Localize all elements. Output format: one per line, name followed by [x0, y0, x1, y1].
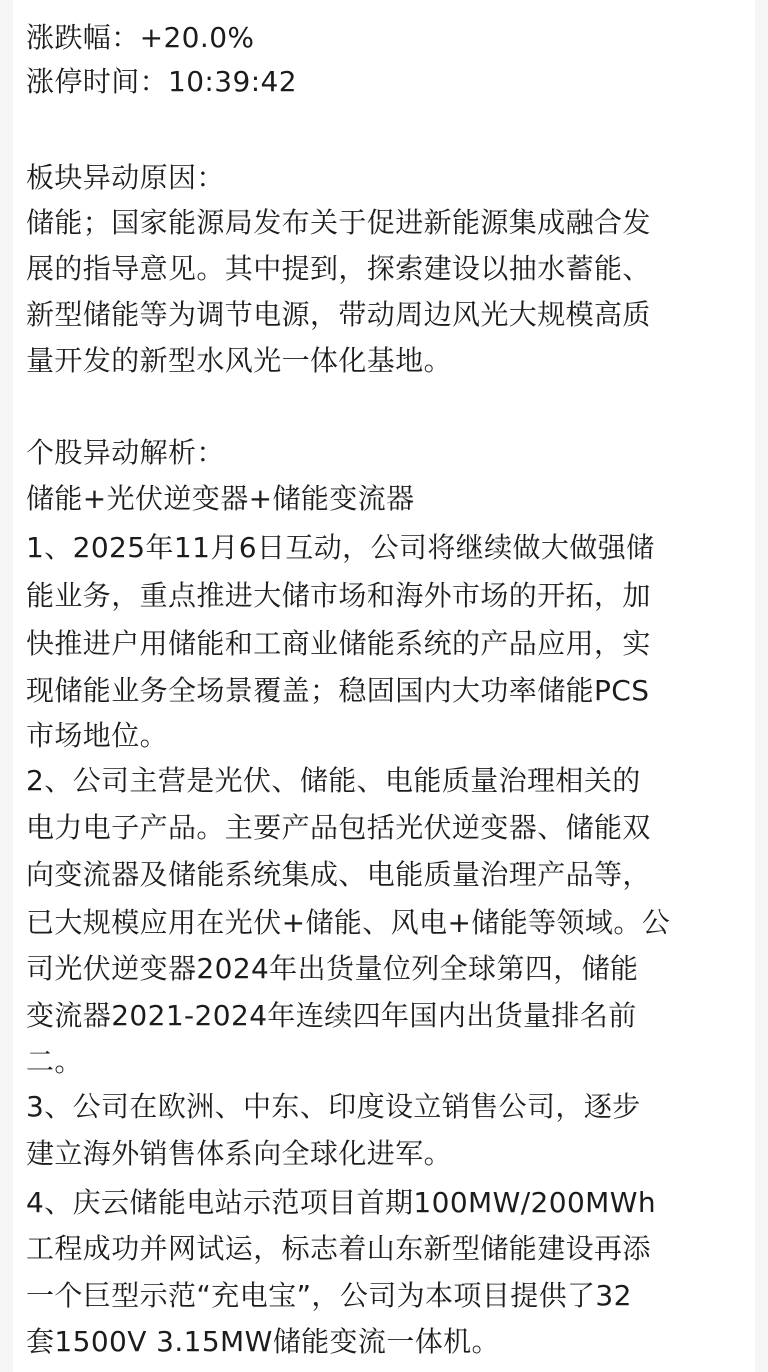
text-line: 向变流器及储能系统集成、电能质量治理产品等，: [26, 858, 651, 891]
text-line: 展的指导意见。其中提到，探索建设以抽水蓄能、: [26, 252, 651, 285]
text-line: 变流器2021-2024年连续四年国内出货量排名前: [26, 999, 637, 1032]
text-line: 3、公司在欧洲、中东、印度设立销售公司，逐步: [26, 1090, 641, 1123]
text-line: 工程成功并网试运，标志着山东新型储能建设再添: [26, 1232, 651, 1265]
text-line: 快推进户用储能和工商业储能系统的产品应用，实: [26, 627, 651, 660]
text-line: 2、公司主营是光伏、储能、电能质量治理相关的: [26, 764, 641, 797]
text-line: 能业务，重点推进大储市场和海外市场的开拓，加: [26, 579, 651, 612]
limit-time-line: 涨停时间：10:39:42: [26, 65, 297, 98]
text-line: 二。: [26, 1045, 83, 1078]
text-line: 现储能业务全场景覆盖；稳固国内大功率储能PCS: [26, 674, 650, 707]
text-line: 套1500V 3.15MW储能变流一体机。: [26, 1325, 500, 1358]
text-line: 市场地位。: [26, 719, 169, 752]
text-line: 储能；国家能源局发布关于促进新能源集成融合发: [26, 206, 651, 239]
text-line: 建立海外销售体系向全球化进军。: [26, 1137, 453, 1170]
text-line: 新型储能等为调节电源，带动周边风光大规模高质: [26, 298, 651, 331]
text-line: 一个巨型示范“充电宝”，公司为本项目提供了32: [26, 1279, 632, 1312]
sector-reason-heading: 板块异动原因：: [26, 161, 225, 194]
text-line: 量开发的新型水风光一体化基地。: [26, 344, 453, 377]
text-line: 已大规模应用在光伏+储能、风电+储能等领域。公: [26, 906, 671, 939]
text-line: 司光伏逆变器2024年出货量位列全球第四，储能: [26, 952, 639, 985]
text-line: 电力电子产品。主要产品包括光伏逆变器、储能双: [26, 811, 651, 844]
limit-change-line: 涨跌幅：+20.0%: [26, 21, 255, 54]
concept-tags-line: 储能+光伏逆变器+储能变流器: [26, 482, 415, 515]
text-line: 1、2025年11月6日互动，公司将继续做大做强储: [26, 531, 655, 564]
text-line: 4、庆云储能电站示范项目首期100MW/200MWh: [26, 1186, 656, 1219]
stock-analysis-heading: 个股异动解析：: [26, 436, 225, 469]
